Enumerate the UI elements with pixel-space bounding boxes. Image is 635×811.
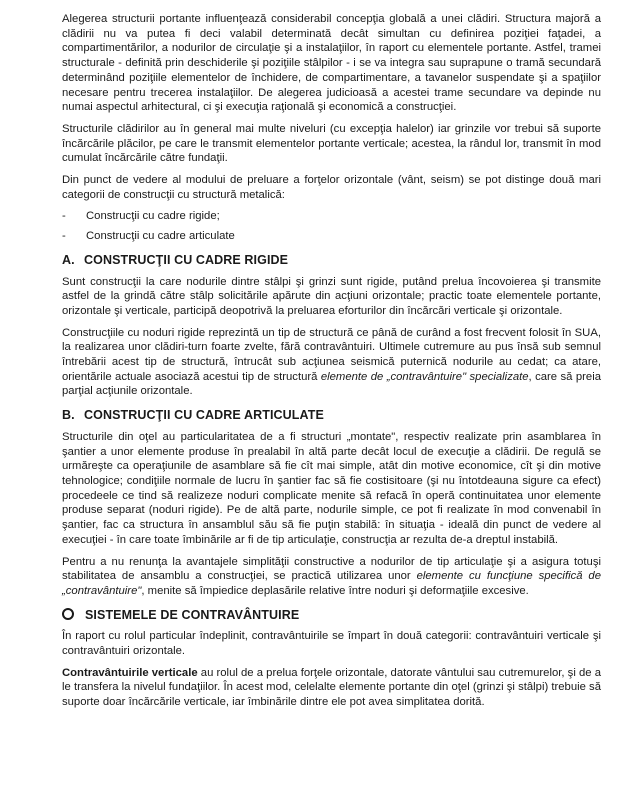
intro-paragraph-1: Alegerea structurii portante influenţează considerabil concepţia globală a unei clădiri. Structura majoră a clădirii nu va putea fi deci valabil determinată decât simultan cu definirea poziţiei faţadei, a compartimentărilor, a nodurilor de circulaţie şi a instalaţiilor, în raport cu elementele portante. Astfel, tramei structurale - definită prin deschiderile şi poziţiile stâlpilor - i se va integra sau suprapune o tramă secundară determinând poziţiile elementelor de închidere, de compartimentare, a tavanelor suspendate şi a spaţiilor necesare pentru trecerea instalaţiilor. De alegerea judicioasă a acestei trame secundare va depinde nu numai aspectul arhitectural, ci şi execuţia raţională şi economică a construcţiei.: [62, 13, 601, 114]
list-item-text: Construcţii cu cadre rigide;: [86, 210, 220, 223]
section-a-paragraph-1: Sunt construcţii la care nodurile dintre stâlpi şi grinzi sunt rigide, putând prelua încovoierea şi transmite astfel de la grindă către stâlp solicitările apărute din acţiuni orizontale; practic toate elementele portante, orizontale şi verticale, participă deopotrivă la preluarea eforturilor din încărcări verticale şi orizontale.: [62, 275, 601, 317]
section-c-strong-term: Contravântuirile verticale: [62, 666, 198, 679]
section-c-heading: [62, 608, 601, 623]
section-b-title: CONSTRUCŢII CU CADRE ARTICULATE: [84, 408, 324, 423]
section-c-paragraph-2: [62, 666, 601, 710]
circle-bullet-icon: [62, 608, 74, 620]
section-a-paragraph-2: [62, 326, 601, 400]
section-b-marker: B.: [62, 408, 75, 423]
section-b-heading: [62, 408, 601, 423]
list-item-text: Construcţii cu cadre articulate: [86, 230, 235, 243]
section-a-title: CONSTRUCŢII CU CADRE RIGIDE: [84, 252, 289, 267]
intro-paragraph-3: Din punct de vedere al modului de preluare a forţelor orizontale (vânt, seism) se pot distinge două mari categorii de construcţii cu structură metalică:: [62, 174, 601, 201]
list-dash: -: [62, 230, 66, 243]
section-a-paragraph-2-part-1: Construcţiile cu noduri rigide reprezintă un tip de structură ce până de curând a fost frecvent folosit în SUA, la realizarea unor clădiri-turn foarte zvelte, fără contravântuiri. Ultimele cutremure au pus însă sub semnul întrebării acest tip de structură, întrucât sub acţiunea seismică puternică nodurile au cedat; ca atare, orientările actuale asociază acestui tip de structură: [62, 326, 601, 383]
section-b-emphasis: elemente cu funcţiune specifică de „contravântuire": [62, 570, 601, 597]
section-c-paragraph-1: În raport cu rolul particular îndeplinit, contravântuirile se împart în două categorii: contravântuiri verticale şi contravântuiri orizontale.: [62, 630, 601, 658]
section-a-marker: A.: [62, 252, 75, 267]
section-b-paragraph-2: [62, 555, 601, 599]
categories-list: [62, 209, 601, 243]
section-a-emphasis: elemente de „contravântuire" specializate: [320, 370, 529, 383]
section-a-heading: [62, 253, 601, 268]
section-c-title: SISTEMELE DE CONTRAVÂNTUIRE: [85, 607, 300, 622]
section-a-paragraph-2-part-2: , care să preia parţial acţiunile orizontale.: [62, 370, 601, 398]
section-b-paragraph-2-part-2: , menite să împiedice deplasările relative între noduri şi deformaţiile excesive.: [141, 584, 529, 597]
list-dash: -: [62, 210, 66, 223]
list-item: [62, 229, 601, 244]
section-b-paragraph-2-part-1: Pentru a nu renunţa la avantajele simplităţii constructive a nodurilor de tip articulaţie şi a asigura totuşi stabilitatea de ansamblu a construcţiei, se practică utilizarea unor: [62, 555, 601, 583]
section-b-paragraph-1: Structurile din oţel au particularitatea de a fi structuri „montate", respectiv realizate prin asamblarea în şantier a unor elemente produse în prealabil în altă parte decât locul de execuţie a clădirii. De regulă se urmăreşte ca operaţiunile de asamblare să fie cît mai simple, atât din motive economice, cît şi din motive tehnologice; condiţiile normale de lucru în şantier fac să fie costisitoare (şi nu întotdeauna sigure ca efect) procedeele ce tind să realizeze noduri complicate menite să refacă în operă continuitatea unor elemente produse separat (noduri rigide). Pe de altă parte, nodurile simple, ce pot fi realizate în mod convenabil în şantier, fac ca structura în ansamblul său să fie puţin stabilă: în situaţia - ideală din punct de vedere al execuţiei - în care toate îmbinările ar fi de tip articulaţie, construcţia ar rezulta de-a dreptul instabilă.: [62, 430, 601, 546]
intro-paragraph-2: Structurile clădirilor au în general mai multe niveluri (cu excepţia halelor) iar grinzile vor trebui să suporte încărcările plăcilor, pe care le transmit elementelor portante verticale; acestea, la rândul lor, transmit în mod cumulat încărcările către fundaţii.: [62, 122, 601, 165]
section-c-paragraph-2-rest: au rolul de a prelua forţele orizontale, datorate vântului sau cutremurelor, şi de a le transfera la nivelul fundaţiilor. În acest mod, celelalte elemente portante din oţel (grinzi şi stâlpi) trebuie să suporte doar încărcările verticale, iar îmbinările dintre ele pot avea simplitatea dorită.: [62, 666, 601, 709]
list-item: [62, 209, 601, 224]
